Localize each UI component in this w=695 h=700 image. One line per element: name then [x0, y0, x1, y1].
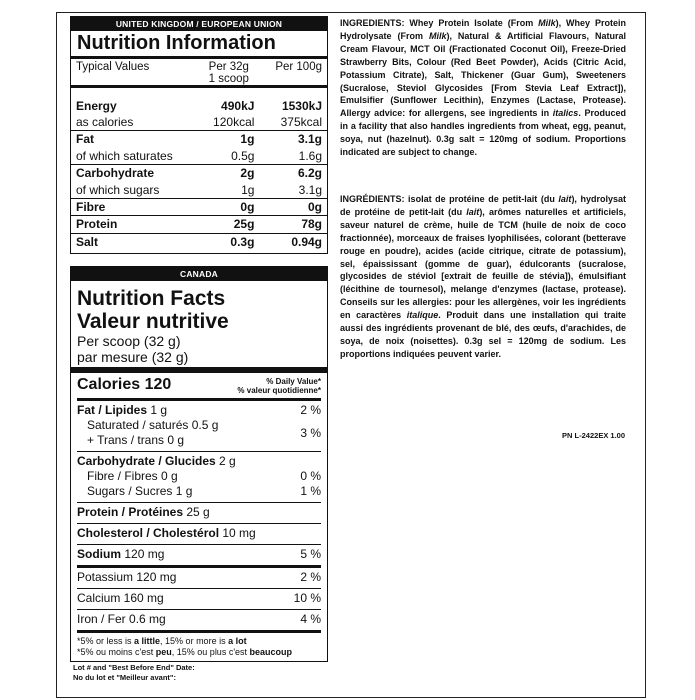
- ca-iron-row: Iron / Fer 0.6 mg 4 %: [77, 612, 321, 626]
- uk-header-typical: Typical Values: [71, 59, 198, 87]
- uk-row-protein: Protein 25g 78g: [71, 216, 327, 233]
- uk-nutrition-panel: [70, 16, 328, 254]
- uk-row-energy: Energy 490kJ 1530kJ: [76, 98, 322, 113]
- canada-nutrition-panel: [70, 266, 328, 662]
- ca-carb-group: Carbohydrate / Glucides 2 g Fibre / Fibres 0 g 0 % Sugars / Sucres 1 g 1 %: [77, 452, 321, 503]
- ca-potassium-row: Potassium 120 mg 2 %: [77, 568, 321, 589]
- ca-banner: CANADA: [71, 267, 327, 281]
- ca-serving-fr: par mesure (32 g): [77, 349, 189, 365]
- uk-row-sugars: of which sugars 1g 3.1g: [76, 182, 322, 197]
- uk-row-saturates: of which saturates 0.5g 1.6g: [76, 148, 322, 163]
- ca-title-fr: Valeur nutritive: [77, 310, 229, 333]
- ca-fat-group: Fat / Lipides 1 g 2 % Saturated / saturés 0.5 g + Trans / trans 0 g 3 %: [77, 401, 321, 452]
- uk-header-per-scoop: Per 32g 1 scoop: [198, 59, 259, 87]
- ca-cholesterol-row: Cholesterol / Cholestérol 10 mg: [77, 524, 321, 545]
- ca-title-en: Nutrition Facts: [77, 287, 226, 310]
- uk-row-fat: Fat 1g 3.1g: [71, 131, 327, 148]
- ca-calories-row: [77, 373, 321, 401]
- uk-nutrition-table: [71, 59, 327, 250]
- uk-header-per-100g: Per 100g: [259, 59, 327, 87]
- uk-row-calories: as calories 120kcal 375kcal: [76, 114, 322, 129]
- uk-table-header: [71, 59, 327, 87]
- ca-serving-en: Per scoop (32 g): [77, 333, 181, 349]
- uk-row-fibre: Fibre 0g 0g: [71, 198, 327, 215]
- ca-daily-value-header: % Daily Value* % valeur quotidienne*: [237, 377, 321, 395]
- lot-best-before: Lot # and "Best Before End" Date: No du lot et "Meilleur avant":: [73, 663, 195, 682]
- ca-footnote: *5% or less is a little, 15% or more is a lot *5% ou moins c'est peu, 15% ou plus c'est beaucoup: [77, 630, 321, 661]
- uk-title: Nutrition Information: [71, 31, 327, 59]
- ca-calories: Calories 120: [77, 376, 172, 393]
- ingredients-english: INGREDIENTS: Whey Protein Isolate (From Milk), Whey Protein Hydrolysate (From Milk), Natural & Artificial Flavours, Natural Cream Flavour, MCT Oil (Fractionated Coconut Oil), Freeze-Dried Strawberry Bits, Colour (Red Beet Powder), Acids (Citric Acid, Potassium Citrate), Salt, Thickener (Guar Gum), Sweeteners (Sucralose, Steviol Glycosides [From Stevia Leaf Extract]), Emulsifier (Sunflower Lecithin), Enzymes (Lactase, Protease). Allergy advice: for allergens, see ingredients in italics. Produced in a facility that also handles ingredients from wheat, egg, peanut, soya, nut (hazelnut). 0.3g salt = 120mg of sodium. Proportions indicated are subject to change.: [340, 18, 626, 158]
- ca-sodium-row: Sodium 120 mg 5 %: [77, 545, 321, 568]
- ca-calcium-row: Calcium 160 mg 10 %: [77, 589, 321, 610]
- ingredients-french: INGRÉDIENTS: isolat de protéine de petit-lait (du lait), hydrolysat de protéine de petit-lait (du lait), arômes naturelles et artificiels, saveur naturel de crème, huile de TCM (huile de noix de coco fractionnée), morceaux de fraises lyophilisées, colorant (betterave rouge en poudre), acides (acide citrique, citrate de potassium), sel, épaississant (gomme de guar), édulcorants (sucralose, glycosides de stéviol [extrait de feuille de stévia]), émulsifiant (lécithine de tournesol), melange d'enzymes (lactase, protease). Conseils sur les allergies: pour les allergènes, voir les ingrédients en caractères italique. Produit dans une installation qui traite aussi des ingrédients provenant de blé, des œufs, d'arachides, de soya, de noix (noisettes). 0.3g sel = 120mg de sodium. Les proportions indiquées peuvent varier.: [340, 194, 627, 359]
- part-number: PN L-2422EX 1.00: [562, 431, 625, 440]
- uk-row-carbohydrate: Carbohydrate 2g 6.2g: [71, 165, 327, 182]
- uk-row-salt: Salt 0.3g 0.94g: [71, 233, 327, 250]
- uk-banner: UNITED KINGDOM / EUROPEAN UNION: [71, 17, 327, 31]
- ca-protein-row: Protein / Protéines 25 g: [77, 503, 321, 524]
